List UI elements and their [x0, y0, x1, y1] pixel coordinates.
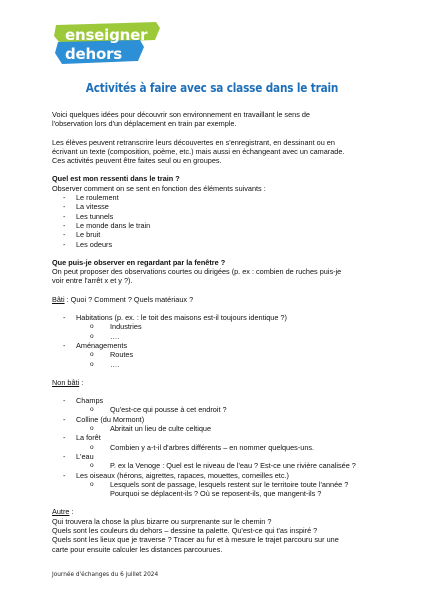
list-item: - Le monde dans le train	[52, 221, 388, 230]
document-body	[52, 110, 388, 554]
section-heading-fenetre: Que puis-je observer en regardant par la fenêtre ?	[52, 257, 226, 267]
list-item: - Les odeurs	[52, 240, 388, 249]
list-item: - Le roulement	[52, 193, 388, 202]
sub-list-item-continuation: Pourquoi se déplacent-ils ? Où se reposent-ils, que mangent-ils ?	[110, 489, 322, 499]
autre-heading: Autre :	[52, 507, 74, 517]
sub-list-item: o Combien y a-t-il d'arbres différents – en nommer quelques-uns.	[52, 443, 388, 452]
sub-list-item: o Qu'est-ce qui pousse à cet endroit ?	[52, 405, 388, 414]
bati-label: Bâti	[52, 294, 65, 304]
autre-line: Quels sont les lieux que je traverse ? Tracer au fur et à mesure le trajet parcouru sur une	[52, 535, 339, 545]
list-item: - Les tunnels	[52, 212, 388, 221]
enseigner-dehors-logo	[52, 20, 164, 72]
autre-label: Autre	[52, 507, 70, 517]
sub-list-item: o P. ex la Venoge : Quel est le niveau de l'eau ? Est-ce une rivière canalisée ?	[52, 461, 388, 470]
section-lead: On peut proposer des observations courtes ou dirigées (p. ex : combien de ruches puis-je	[52, 267, 342, 277]
autre-line: carte pour ensuite calculer les distances parcourues.	[52, 544, 223, 554]
section-lead: voir entre l'arrêt x et y ?).	[52, 276, 133, 286]
logo-text-line2: dehors	[65, 45, 123, 63]
intro-line: écrivant un texte (composition, poème, etc.) mais aussi en échangeant avec un camarade.	[52, 146, 345, 156]
section-heading-ressenti: Quel est mon ressenti dans le train ?	[52, 174, 180, 184]
sub-list-item: o ….	[52, 332, 388, 341]
list-item: - La forêt	[52, 433, 388, 442]
intro-line: Voici quelques idées pour découvrir son environnement en travaillant le sens de	[52, 110, 310, 119]
sub-list-item: o ….	[52, 360, 388, 369]
sub-list-item: o Industries	[52, 322, 388, 331]
list-item: - L'eau	[52, 452, 388, 461]
sub-list-item: o Abritait un lieu de culte celtique	[52, 424, 388, 433]
list-item: - Habitations (p. ex. : le toit des maisons est-il toujours identique ?)	[52, 313, 388, 322]
page-title: Activités à faire avec sa classe dans le train	[85, 80, 339, 95]
autre-line: Quels sont les couleurs du dehors – dessine ta palette. Qu'est-ce qui t'as inspiré ?	[52, 525, 318, 535]
sub-list-item: o Routes	[52, 350, 388, 359]
intro-line: Ces activités peuvent être faites seul ou en groupes.	[52, 156, 222, 166]
list-item: - Champs	[52, 396, 388, 405]
logo-text-line1: enseigner	[65, 26, 148, 44]
bati-heading	[52, 295, 388, 304]
list-item: - Le bruit	[52, 230, 388, 239]
sub-list-item: o Lesquels sont de passage, lesquels restent sur le territoire toute l'année ?	[52, 480, 388, 489]
list-item: - La vitesse	[52, 202, 388, 211]
intro-line: Les élèves peuvent retranscrire leurs découvertes en s'enregistrant, en dessinant ou en	[52, 137, 335, 147]
list-item: - Colline (du Mormont)	[52, 415, 388, 424]
bati-questions: : Quoi ? Comment ? Quels matériaux ?	[64, 294, 194, 304]
list-item: - Les oiseaux (hérons, aigrettes, rapaces, mouettes, corneilles etc.)	[52, 471, 388, 480]
list-item: - Aménagements	[52, 341, 388, 350]
non-bati-heading: Non bâti :	[52, 377, 84, 387]
page-footer: Journée d'échanges du 6 juillet 2024	[52, 572, 159, 578]
non-bati-label: Non bâti	[52, 377, 80, 387]
autre-line: Qui trouvera la chose la plus bizarre ou surprenante sur le chemin ?	[52, 516, 272, 526]
intro-line: l'observation lors d'un déplacement en train par exemple.	[52, 119, 237, 129]
section-lead: Observer comment on se sent en fonction des éléments suivants :	[52, 183, 266, 193]
ressenti-list	[52, 193, 388, 249]
